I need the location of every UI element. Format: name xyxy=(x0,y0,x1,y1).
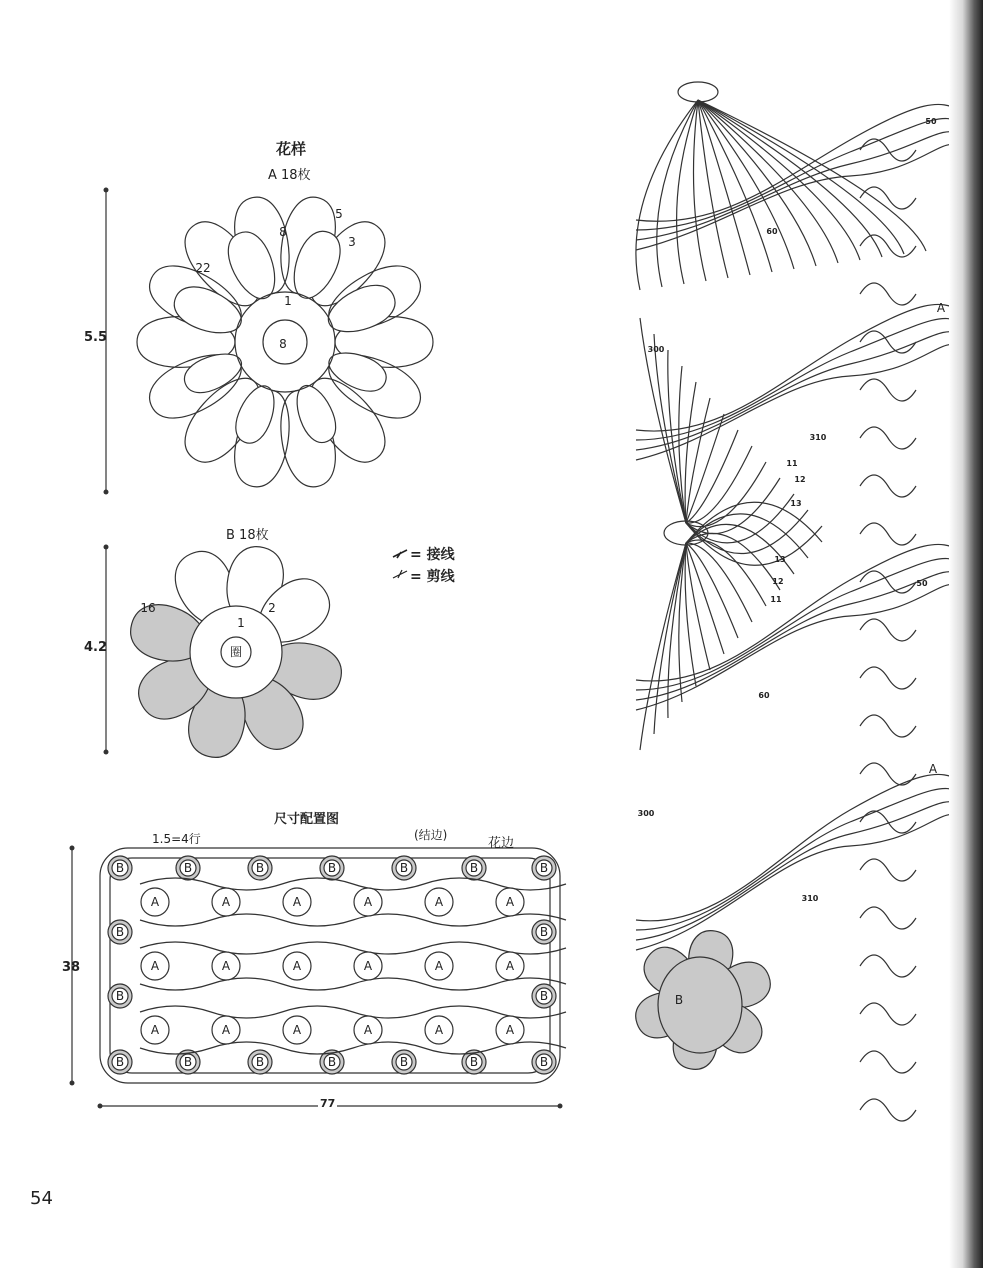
layout-motif-a-letter: A xyxy=(292,959,302,973)
chart-label: 11 xyxy=(786,459,798,468)
stitch-chart xyxy=(636,82,960,1121)
chart-label: B xyxy=(674,993,684,1007)
motif-b-diagram xyxy=(131,547,342,758)
layout-motif-b-letter: B xyxy=(399,861,409,875)
layout-motif-b-letter: B xyxy=(255,861,265,875)
layout-height: 38 xyxy=(62,960,81,975)
layout-width: 77 xyxy=(320,1097,336,1110)
chart-label: 50 xyxy=(916,579,928,588)
motif-b-center-label: 圈 xyxy=(229,645,243,659)
chart-label: 300 xyxy=(637,809,655,818)
layout-motif-a-letter: A xyxy=(221,1023,231,1037)
layout-motif-a-letter: A xyxy=(221,959,231,973)
motif-a-diagram xyxy=(137,197,433,487)
motif-a-petal xyxy=(297,386,336,443)
motif-a-petal xyxy=(174,287,241,333)
chart-label: 60 xyxy=(758,691,770,700)
motif-b-round-number: 1 xyxy=(237,616,245,630)
layout-diagram xyxy=(100,848,566,1083)
motif-a-label: A 18枚 xyxy=(268,168,311,183)
legend-join-text: = 接线 xyxy=(410,547,455,563)
join-edge-label: (结边) xyxy=(414,828,448,842)
chart-label: A xyxy=(928,762,938,776)
chart-label: 50 xyxy=(925,117,937,126)
motif-a-round-number: 3 xyxy=(348,235,356,249)
border-label: 花边 xyxy=(488,836,515,851)
motif-a-round-number: 5 xyxy=(335,207,343,221)
legend-cut-text: = 剪线 xyxy=(410,569,455,585)
layout-motif-a-letter: A xyxy=(292,1023,302,1037)
motif-a-petal xyxy=(328,285,395,331)
chart-label: 310 xyxy=(809,433,827,442)
motif-a-petal xyxy=(236,386,274,443)
chart-label: A xyxy=(936,301,946,315)
layout-motif-a-letter: A xyxy=(363,959,373,973)
layout-motif-b-letter: B xyxy=(183,861,193,875)
layout-motif-a-letter: A xyxy=(505,959,515,973)
motif-a-petal xyxy=(228,232,274,299)
layout-motif-a-letter: A xyxy=(292,895,302,909)
edge-rows-label: 1.5=4行 xyxy=(152,832,201,846)
chart-label: 13 xyxy=(790,499,802,508)
chart-label: 11 xyxy=(770,595,782,604)
layout-motif-b-letter: B xyxy=(469,1055,479,1069)
cut-thread-icon xyxy=(393,570,407,578)
chart-label: 310 xyxy=(801,894,819,903)
pattern-title: 花样 xyxy=(276,140,307,158)
layout-motif-b-letter: B xyxy=(183,1055,193,1069)
layout-motif-b-letter: B xyxy=(539,925,549,939)
layout-motif-a-letter: A xyxy=(150,1023,160,1037)
layout-motif-b-letter: B xyxy=(539,989,549,1003)
layout-title: 尺寸配置图 xyxy=(274,812,340,827)
layout-motif-a-letter: A xyxy=(434,895,444,909)
layout-motif-a-letter: A xyxy=(434,1023,444,1037)
chart-label: 60 xyxy=(766,227,778,236)
motif-b-round-number: 2 xyxy=(268,601,276,615)
layout-motif-a-letter: A xyxy=(363,1023,373,1037)
legend-join xyxy=(410,544,455,564)
motif-b-height: 4.2 xyxy=(84,640,108,655)
layout-motif-b-letter: B xyxy=(539,1055,549,1069)
layout-motif-a-letter: A xyxy=(505,1023,515,1037)
layout-motif-b-letter: B xyxy=(469,861,479,875)
motif-b-round-number: 16 xyxy=(140,601,156,615)
legend-cut xyxy=(410,566,455,586)
layout-motif-b-letter: B xyxy=(539,861,549,875)
motif-a-petal xyxy=(329,353,386,391)
layout-motif-b-letter: B xyxy=(327,1055,337,1069)
layout-motif-b-letter: B xyxy=(255,1055,265,1069)
layout-motif-b-letter: B xyxy=(115,925,125,939)
layout-motif-b-letter: B xyxy=(327,861,337,875)
layout-motif-a-letter: A xyxy=(434,959,444,973)
layout-motif-a-letter: A xyxy=(150,959,160,973)
motif-b-label: B 18枚 xyxy=(226,528,269,543)
layout-motif-b-letter: B xyxy=(115,861,125,875)
layout-motif-a-letter: A xyxy=(150,895,160,909)
motif-a-height: 5.5 xyxy=(84,330,108,345)
motif-a-round-number: 1 xyxy=(284,294,292,308)
join-thread-icon xyxy=(393,550,407,558)
chart-label: 12 xyxy=(794,475,806,484)
layout-motif-a-letter: A xyxy=(221,895,231,909)
layout-motif-b-letter: B xyxy=(115,989,125,1003)
layout-motif-b-letter: B xyxy=(115,1055,125,1069)
book-spine-shadow xyxy=(949,0,983,1268)
motif-a-round-number: 22 xyxy=(195,261,211,275)
page-number: 54 xyxy=(30,1188,53,1209)
chart-label: 12 xyxy=(772,577,784,586)
layout-motif-a-letter: A xyxy=(363,895,373,909)
motif-a-petal xyxy=(294,231,340,298)
chart-label: 13 xyxy=(774,555,786,564)
motif-a-round-number: 8 xyxy=(279,337,287,351)
layout-motif-b-letter: B xyxy=(399,1055,409,1069)
chart-label: 300 xyxy=(647,345,665,354)
layout-motif-a-letter: A xyxy=(505,895,515,909)
motif-a-round-number: 8 xyxy=(279,225,287,239)
